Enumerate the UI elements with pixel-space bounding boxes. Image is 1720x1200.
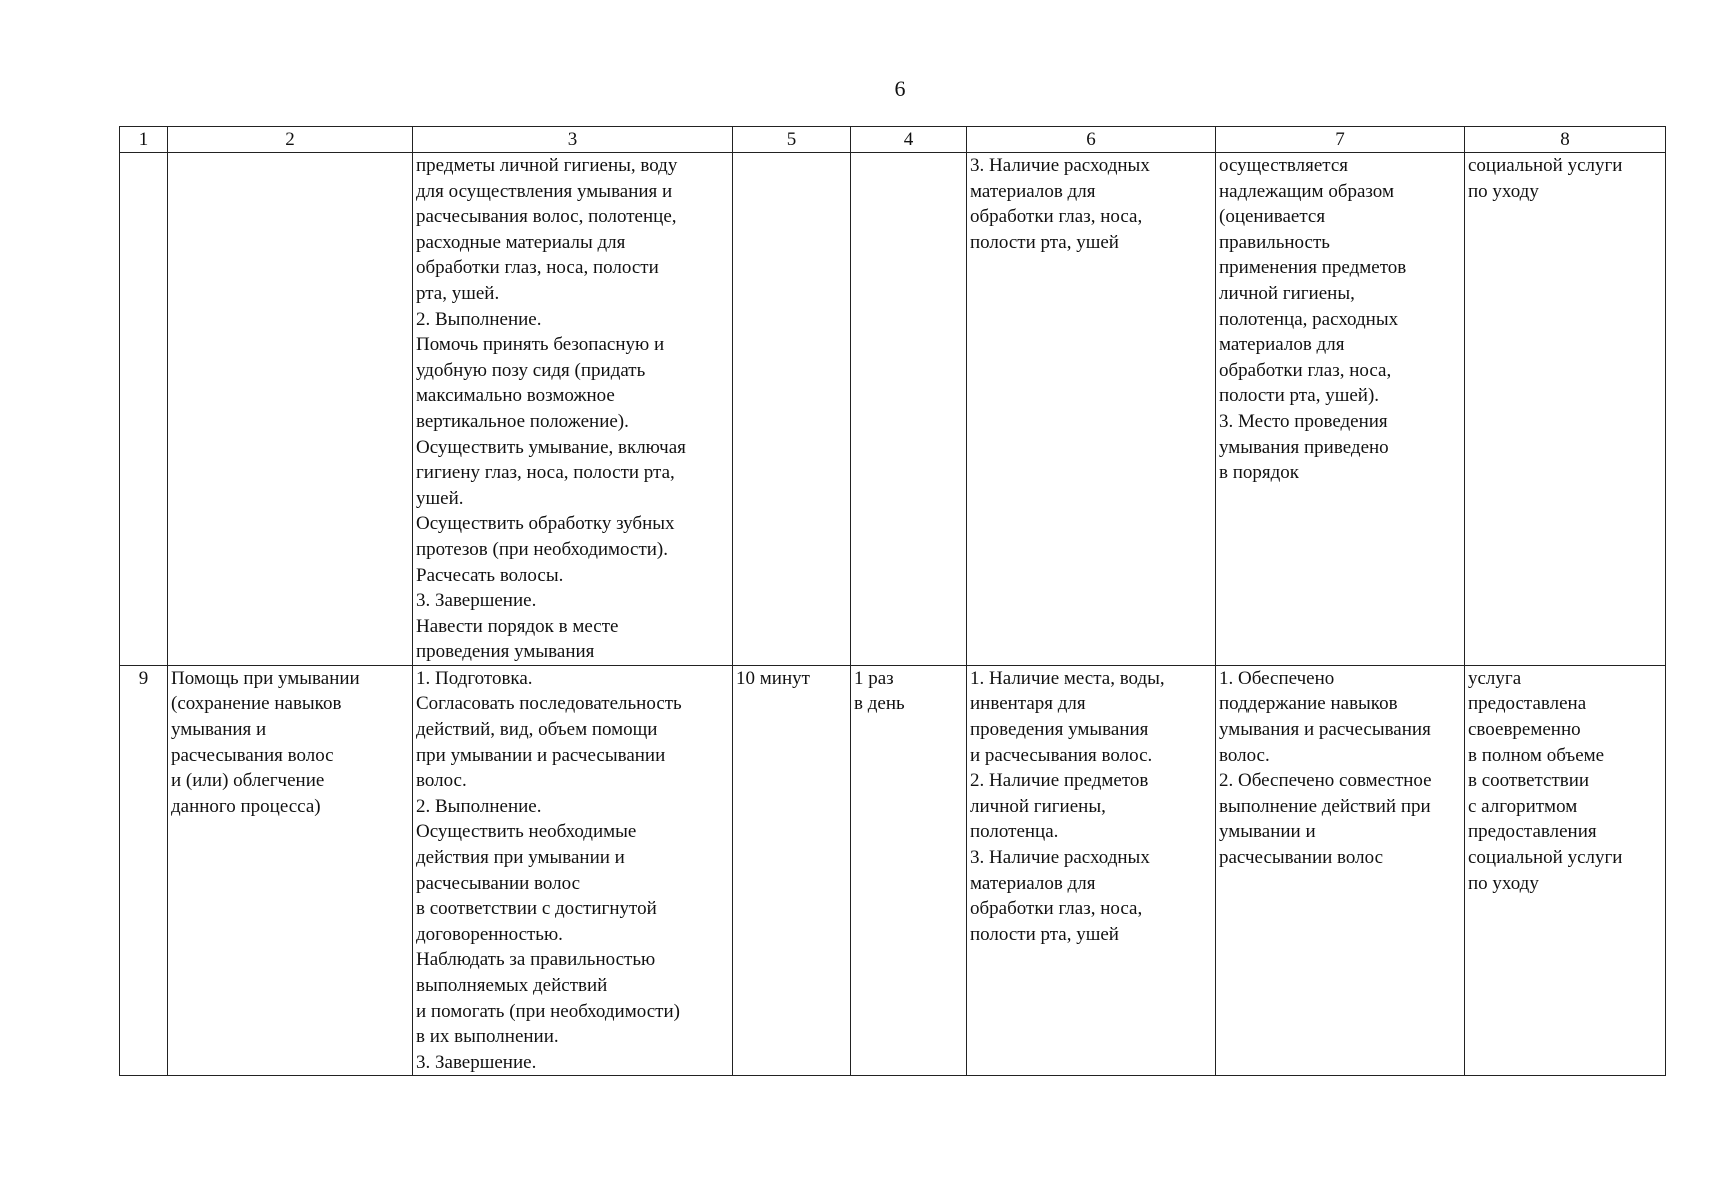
cell-text-line: полости рта, ушей [970, 923, 1119, 945]
cell-text-line: расходные материалы для [416, 231, 626, 253]
cell-text-line: полости рта, ушей [970, 231, 1119, 253]
cell-text-line: расчесывания волос [171, 744, 334, 766]
cell-text-line: в порядок [1219, 462, 1300, 484]
cell-text-line: и помогать (при необходимости) [416, 1000, 680, 1022]
cell-text-line: обработки глаз, носа, [970, 206, 1143, 228]
cell-text-line: предоставлена [1468, 693, 1587, 715]
row-number-cell [120, 153, 168, 666]
cell-text-line: 1. Наличие места, воды, [970, 667, 1165, 689]
cell-text-line: 3. Завершение. [416, 1051, 537, 1073]
cell-text-line: 3. Наличие расходных [970, 847, 1150, 869]
frequency-cell [851, 665, 967, 1076]
cell-text-line: расчесывания волос, полотенце, [416, 206, 677, 228]
cell-text-line: 2. Выполнение. [416, 795, 542, 817]
cell-text-line: действия при умывании и [416, 847, 625, 869]
cell-text-line: договоренностью. [416, 923, 563, 945]
cell-text-line: для осуществления умывания и [416, 180, 673, 202]
cell-text-line: 2. Выполнение. [416, 308, 542, 330]
frequency-cell [851, 153, 967, 666]
service-table [119, 126, 1666, 1076]
cell-text-line: социальной услуги [1468, 155, 1623, 176]
procedure-cell [413, 665, 733, 1076]
cell-text-line: осуществляется [1219, 155, 1349, 176]
header-cell-2: 2 [168, 127, 413, 153]
header-cell-8: 8 [1465, 127, 1666, 153]
cell-text-line: своевременно [1468, 719, 1581, 741]
cell-text-line: обработки глаз, носа, [970, 898, 1143, 920]
cell-text-line: расчесывании волос [416, 872, 581, 894]
cell-text-line: материалов для [970, 180, 1096, 202]
cell-text-line: в соответствии с достигнутой [416, 898, 657, 920]
cell-text-line: ушей. [416, 487, 464, 509]
cell-text-line: по уходу [1468, 180, 1539, 202]
cell-text-line: надлежащим образом [1219, 180, 1394, 202]
cell-text-line: расчесывании волос [1219, 847, 1384, 869]
cell-text-line: правильность [1219, 231, 1330, 253]
page-number: 6 [894, 76, 906, 101]
conditions-cell [967, 153, 1216, 666]
cell-text-line: 2. Наличие предметов [970, 770, 1149, 792]
service-name-cell [168, 665, 413, 1076]
cell-text-line: при умывании и расчесывании [416, 744, 666, 766]
cell-text-line: поддержание навыков [1219, 693, 1398, 715]
cell-text-line: вертикальное положение). [416, 410, 629, 432]
cell-text-line: с алгоритмом [1468, 795, 1578, 817]
cell-text-line: 3. Завершение. [416, 590, 537, 612]
cell-text-line: по уходу [1468, 872, 1539, 894]
cell-text-line: личной гигиены, [1219, 282, 1355, 304]
cell-text-line: материалов для [1219, 334, 1345, 356]
header-cell-1: 1 [120, 127, 168, 153]
cell-text-line: полотенца, расходных [1219, 308, 1399, 330]
header-cell-5: 5 [733, 127, 851, 153]
cell-text-line: 3. Место проведения [1219, 410, 1388, 432]
cell-text-line: Осуществить умывание, включая [416, 436, 686, 458]
cell-text-line: Осуществить необходимые [416, 821, 637, 843]
cell-text-line: инвентаря для [970, 693, 1086, 715]
duration-cell [733, 665, 851, 1076]
service-name-cell [168, 153, 413, 666]
header-cell-7: 7 [1216, 127, 1465, 153]
cell-text-line: данного процесса) [171, 795, 321, 817]
cell-text-line: и расчесывания волос. [970, 744, 1153, 766]
cell-text-line: полотенца. [970, 821, 1059, 843]
cell-text-line: услуга [1468, 667, 1522, 689]
cell-text-line: Осуществить обработку зубных [416, 513, 675, 535]
cell-text-line: (сохранение навыков [171, 693, 342, 715]
cell-text-line: предметы личной гигиены, воду [416, 155, 678, 176]
cell-text-line: волос. [416, 770, 467, 792]
header-cell-3: 3 [413, 127, 733, 153]
header-cell-6: 6 [967, 127, 1216, 153]
quality-cell [1216, 665, 1465, 1076]
cell-text-line: полости рта, ушей). [1219, 385, 1380, 407]
cell-text-line: в соответствии [1468, 770, 1590, 792]
row-number-cell: 9 [120, 665, 168, 1076]
cell-text-line: умывания и расчесывания [1219, 719, 1431, 741]
cell-text-line: личной гигиены, [970, 795, 1106, 817]
cell-text-line: умывании и [1219, 821, 1316, 843]
cell-text-line: 1 раз [854, 667, 894, 689]
header-cell-4: 4 [851, 127, 967, 153]
cell-text-line: предоставления [1468, 821, 1597, 843]
cell-text-line: проведения умывания [416, 641, 595, 663]
cell-text-line: 1. Подготовка. [416, 667, 533, 689]
cell-text-line: 1. Обеспечено [1219, 667, 1335, 689]
result-cell [1465, 665, 1666, 1076]
duration-cell [733, 153, 851, 666]
cell-text-line: обработки глаз, носа, [1219, 359, 1392, 381]
cell-text-line: протезов (при необходимости). [416, 538, 669, 560]
cell-text-line: Помочь принять безопасную и [416, 334, 665, 356]
cell-text-line: 10 минут [736, 667, 810, 689]
cell-text-line: действий, вид, объем помощи [416, 719, 658, 741]
cell-text-line: Согласовать последовательность [416, 693, 682, 715]
cell-text-line: в их выполнении. [416, 1026, 559, 1048]
quality-cell [1216, 153, 1465, 666]
cell-text-line: применения предметов [1219, 257, 1407, 279]
table-row [120, 665, 1666, 1076]
header-row [120, 127, 1666, 153]
result-cell [1465, 153, 1666, 666]
cell-text-line: максимально возможное [416, 385, 615, 407]
cell-text-line: умывания приведено [1219, 436, 1389, 458]
cell-text-line: гигиену глаз, носа, полости рта, [416, 462, 675, 484]
cell-text-line: выполняемых действий [416, 975, 608, 996]
cell-text-line: в полном объеме [1468, 744, 1605, 766]
cell-text-line: материалов для [970, 872, 1096, 894]
cell-text-line: Расчесать волосы. [416, 564, 564, 586]
cell-text-line: проведения умывания [970, 719, 1149, 741]
cell-text-line: удобную позу сидя (придать [416, 359, 646, 381]
cell-text-line: волос. [1219, 744, 1270, 766]
cell-text-line: обработки глаз, носа, полости [416, 257, 659, 279]
cell-text-line: рта, ушей. [416, 282, 500, 304]
cell-text-line: социальной услуги [1468, 847, 1623, 869]
cell-text-line: выполнение действий при [1219, 795, 1431, 817]
cell-text-line: (оценивается [1219, 206, 1326, 228]
cell-text-line: 2. Обеспечено совместное [1219, 770, 1432, 792]
cell-text-line: Наблюдать за правильностью [416, 949, 656, 971]
cell-text-line: Навести порядок в месте [416, 615, 619, 637]
cell-text-line: в день [854, 693, 905, 715]
procedure-cell [413, 153, 733, 666]
cell-text-line: Помощь при умывании [171, 667, 360, 689]
cell-text-line: 3. Наличие расходных [970, 155, 1150, 176]
table-row [120, 153, 1666, 666]
conditions-cell [967, 665, 1216, 1076]
cell-text-line: и (или) облегчение [171, 770, 325, 792]
cell-text-line: умывания и [171, 719, 267, 741]
